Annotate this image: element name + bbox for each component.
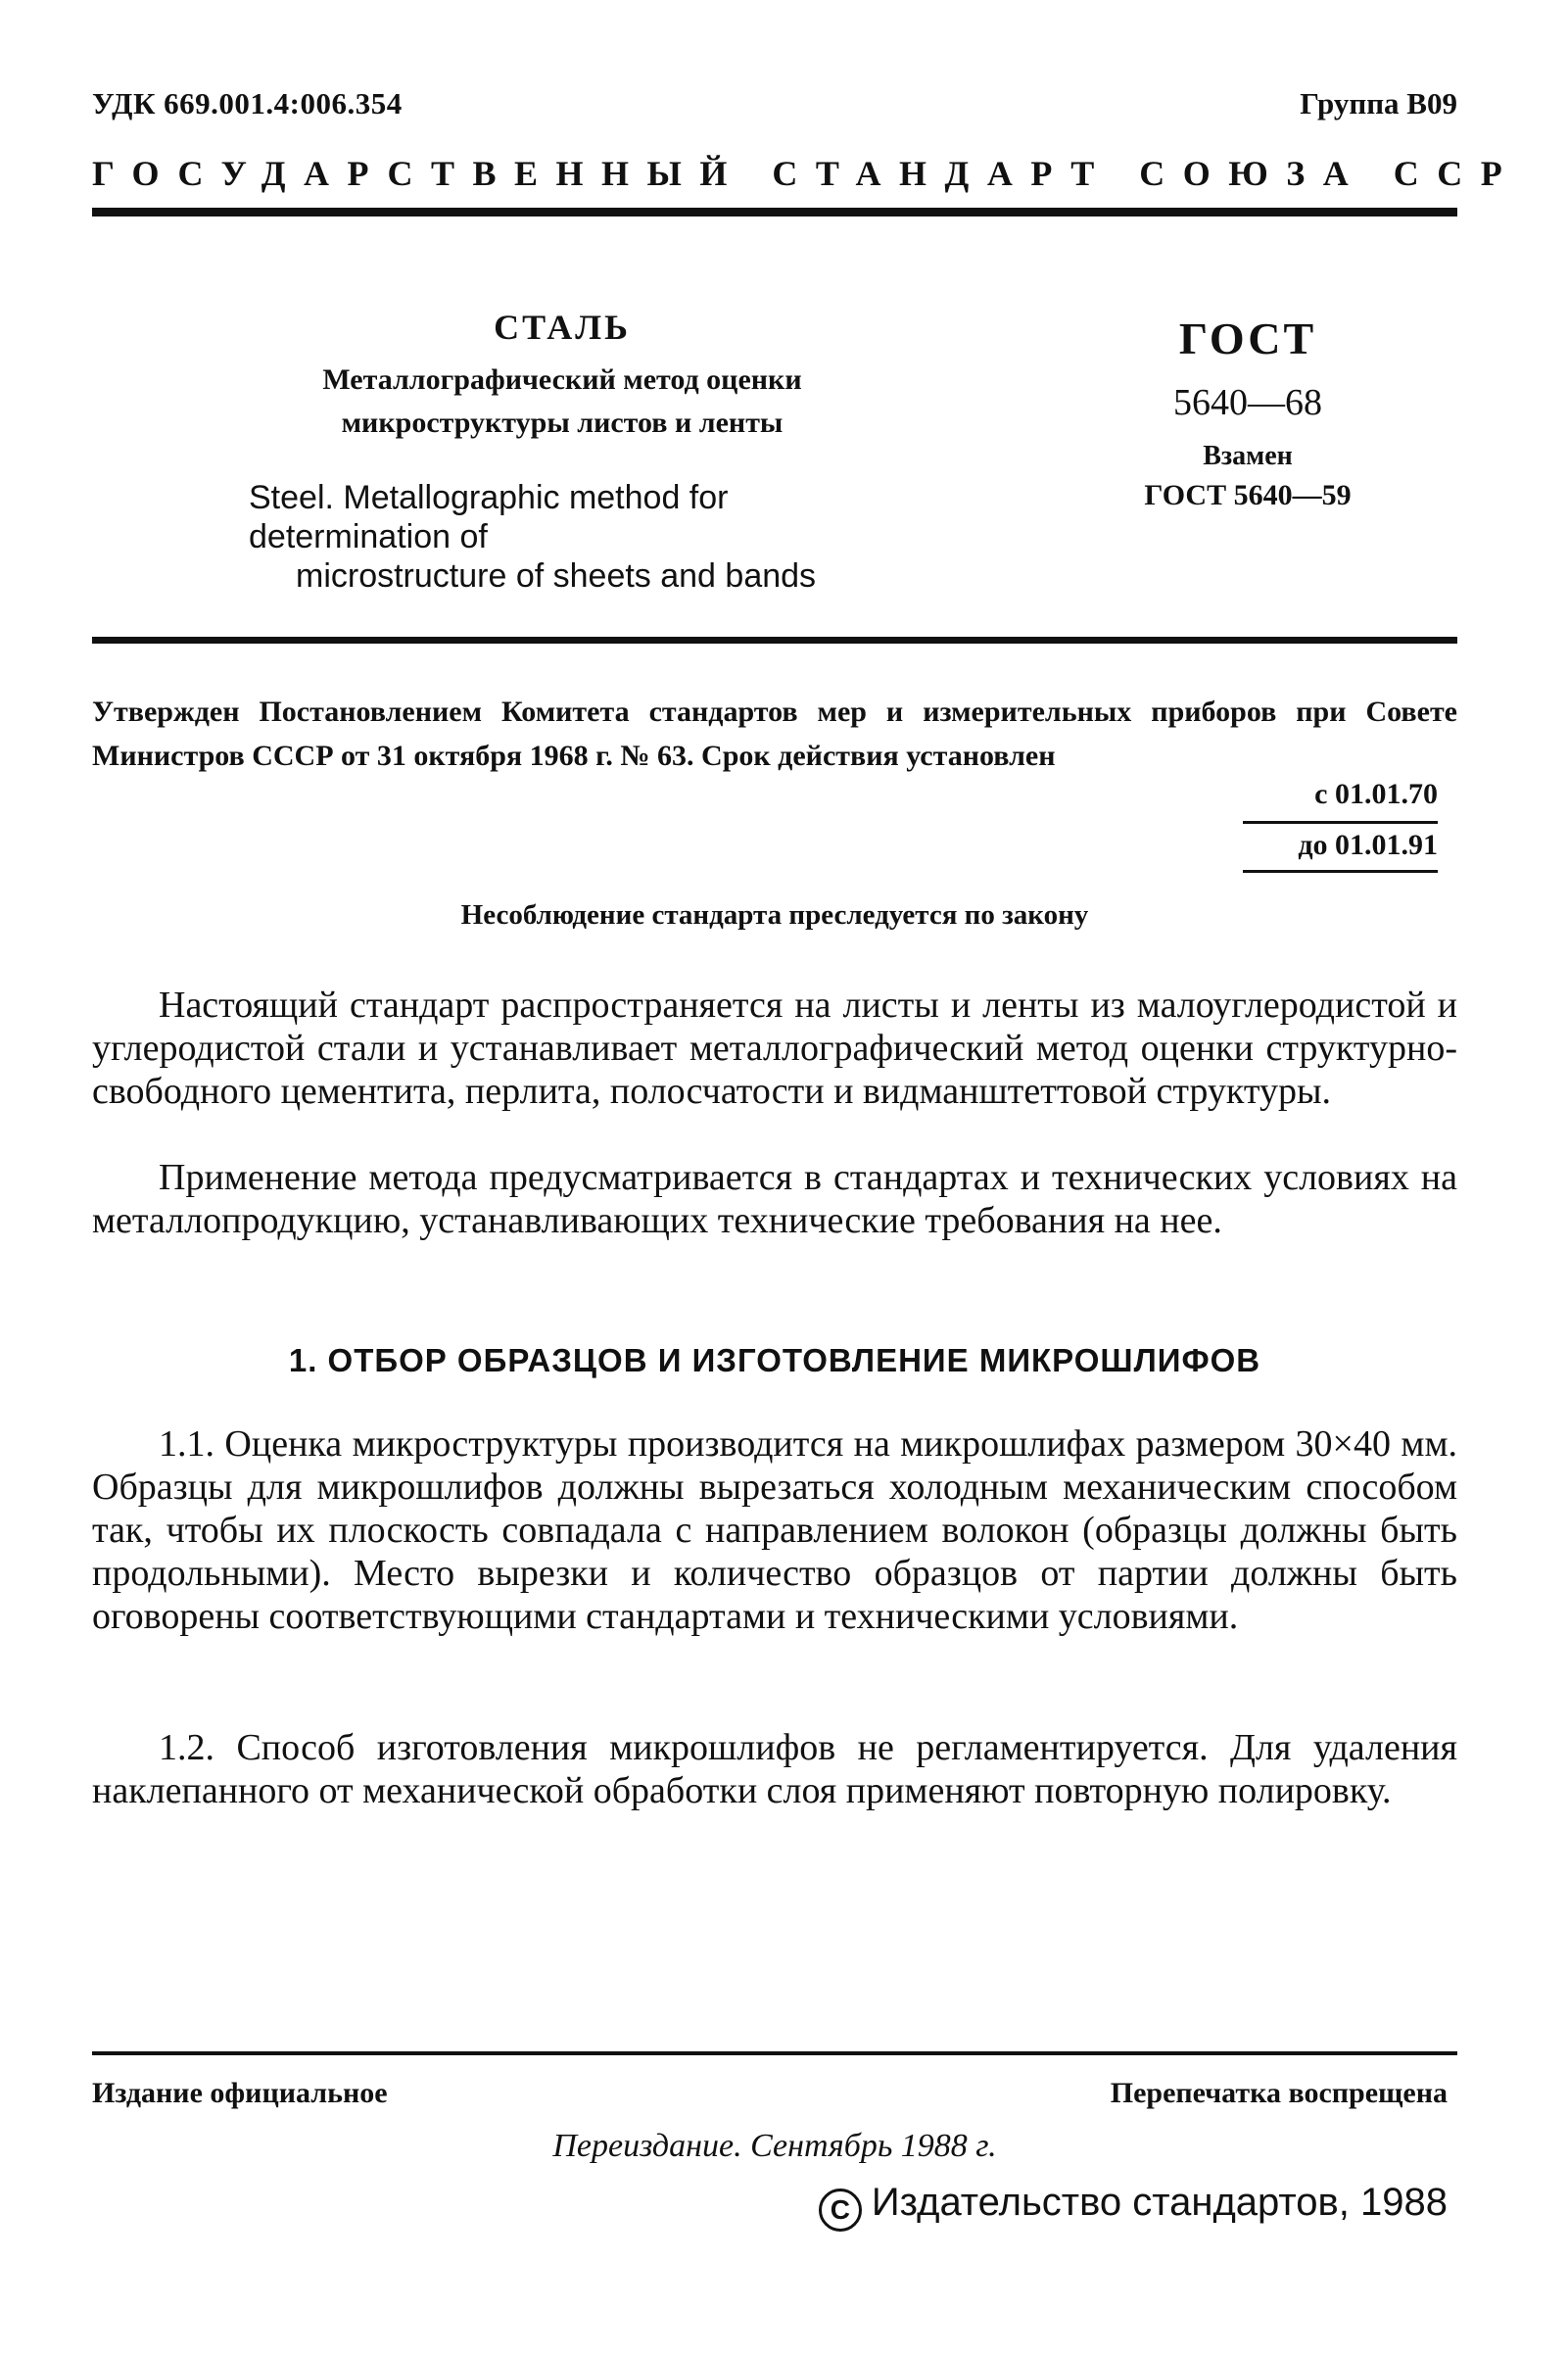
english-title [210, 478, 915, 596]
reissue-note: Переиздание. Сентябрь 1988 г. [552, 2128, 997, 2164]
validity-rule [1243, 821, 1438, 824]
gost-block [1071, 312, 1424, 515]
gost-label: ГОСТ [1178, 313, 1317, 363]
gost-number: 5640—68 [1173, 382, 1322, 423]
official-edition-label: Издание официальное [92, 2077, 388, 2109]
section-heading: 1. ОТБОР ОБРАЗЦОВ И ИЗГОТОВЛЕНИЕ МИКРОШЛИФОВ [288, 1342, 1261, 1378]
group-code: Группа В09 [1300, 86, 1457, 120]
english-title-line: microstructure of sheets and bands [296, 557, 817, 595]
old-gost-number: ГОСТ 5640—59 [1144, 479, 1352, 511]
footer-rule [92, 2051, 1457, 2055]
udk-code: УДК 669.001.4:006.354 [92, 86, 403, 120]
english-title-line: Steel. Metallographic method for determination of [249, 479, 729, 555]
clause-paragraph: 1.2. Способ изготовления микрошлифов не регламентируется. Для удаления наклепанного от механической обработки слоя применяют повторную полировку. [92, 1727, 1457, 1811]
state-standard-heading: ГОСУДАРСТВЕННЫЙ СТАНДАРТ СОЮЗА ССР [92, 154, 1521, 193]
clause-paragraph: 1.1. Оценка микроструктуры производится на микрошлифах размером 30×40 мм. Образцы для микрошлифов должны вырезаться холодным механическим способом так, чтобы их плоскость совпадала с направлением волокон (образцы должны быть продольными). Место вырезки и количество образцов от партии должны быть оговорены соответствующими стандартами и техническими условиями. [92, 1423, 1457, 1637]
intro-paragraph: Применение метода предусматривается в стандартах и технических условиях на металлопродукцию, устанавливающих технические требования на нее. [92, 1157, 1457, 1241]
replaces-label: Взамен [1203, 441, 1293, 471]
valid-from-date: с 01.01.70 [1314, 778, 1438, 810]
title-block [210, 304, 915, 596]
title-rule [92, 637, 1457, 644]
subtitle-line: Металлографический метод оценки [322, 363, 802, 396]
copyright-icon: С [819, 2189, 862, 2232]
no-reprint-label: Перепечатка воспрещена [1110, 2077, 1448, 2109]
header-rule [92, 208, 1457, 216]
document-title: СТАЛЬ [494, 308, 631, 347]
legal-notice: Несоблюдение стандарта преследуется по закону [460, 899, 1089, 931]
validity-rule-bottom [1243, 870, 1438, 873]
publisher-line [819, 2181, 1448, 2232]
document-subtitle [210, 359, 915, 445]
intro-paragraph: Настоящий стандарт распространяется на листы и ленты из малоуглеродистой и углеродистой стали и устанавливает металлографический метод оценки структурно-свободного цементита, перлита, полосчатости и видманштеттовой структуры. [92, 985, 1457, 1112]
approval-text: Утвержден Постановлением Комитета стандартов мер и измерительных приборов при Совете Министров СССР от 31 октября 1968 г. № 63. Срок действия установлен [92, 696, 1457, 772]
valid-to-date: до 01.01.91 [1298, 829, 1438, 861]
subtitle-line: микроструктуры листов и ленты [341, 407, 784, 439]
publisher-name: Издательство стандартов, 1988 [871, 2181, 1448, 2224]
